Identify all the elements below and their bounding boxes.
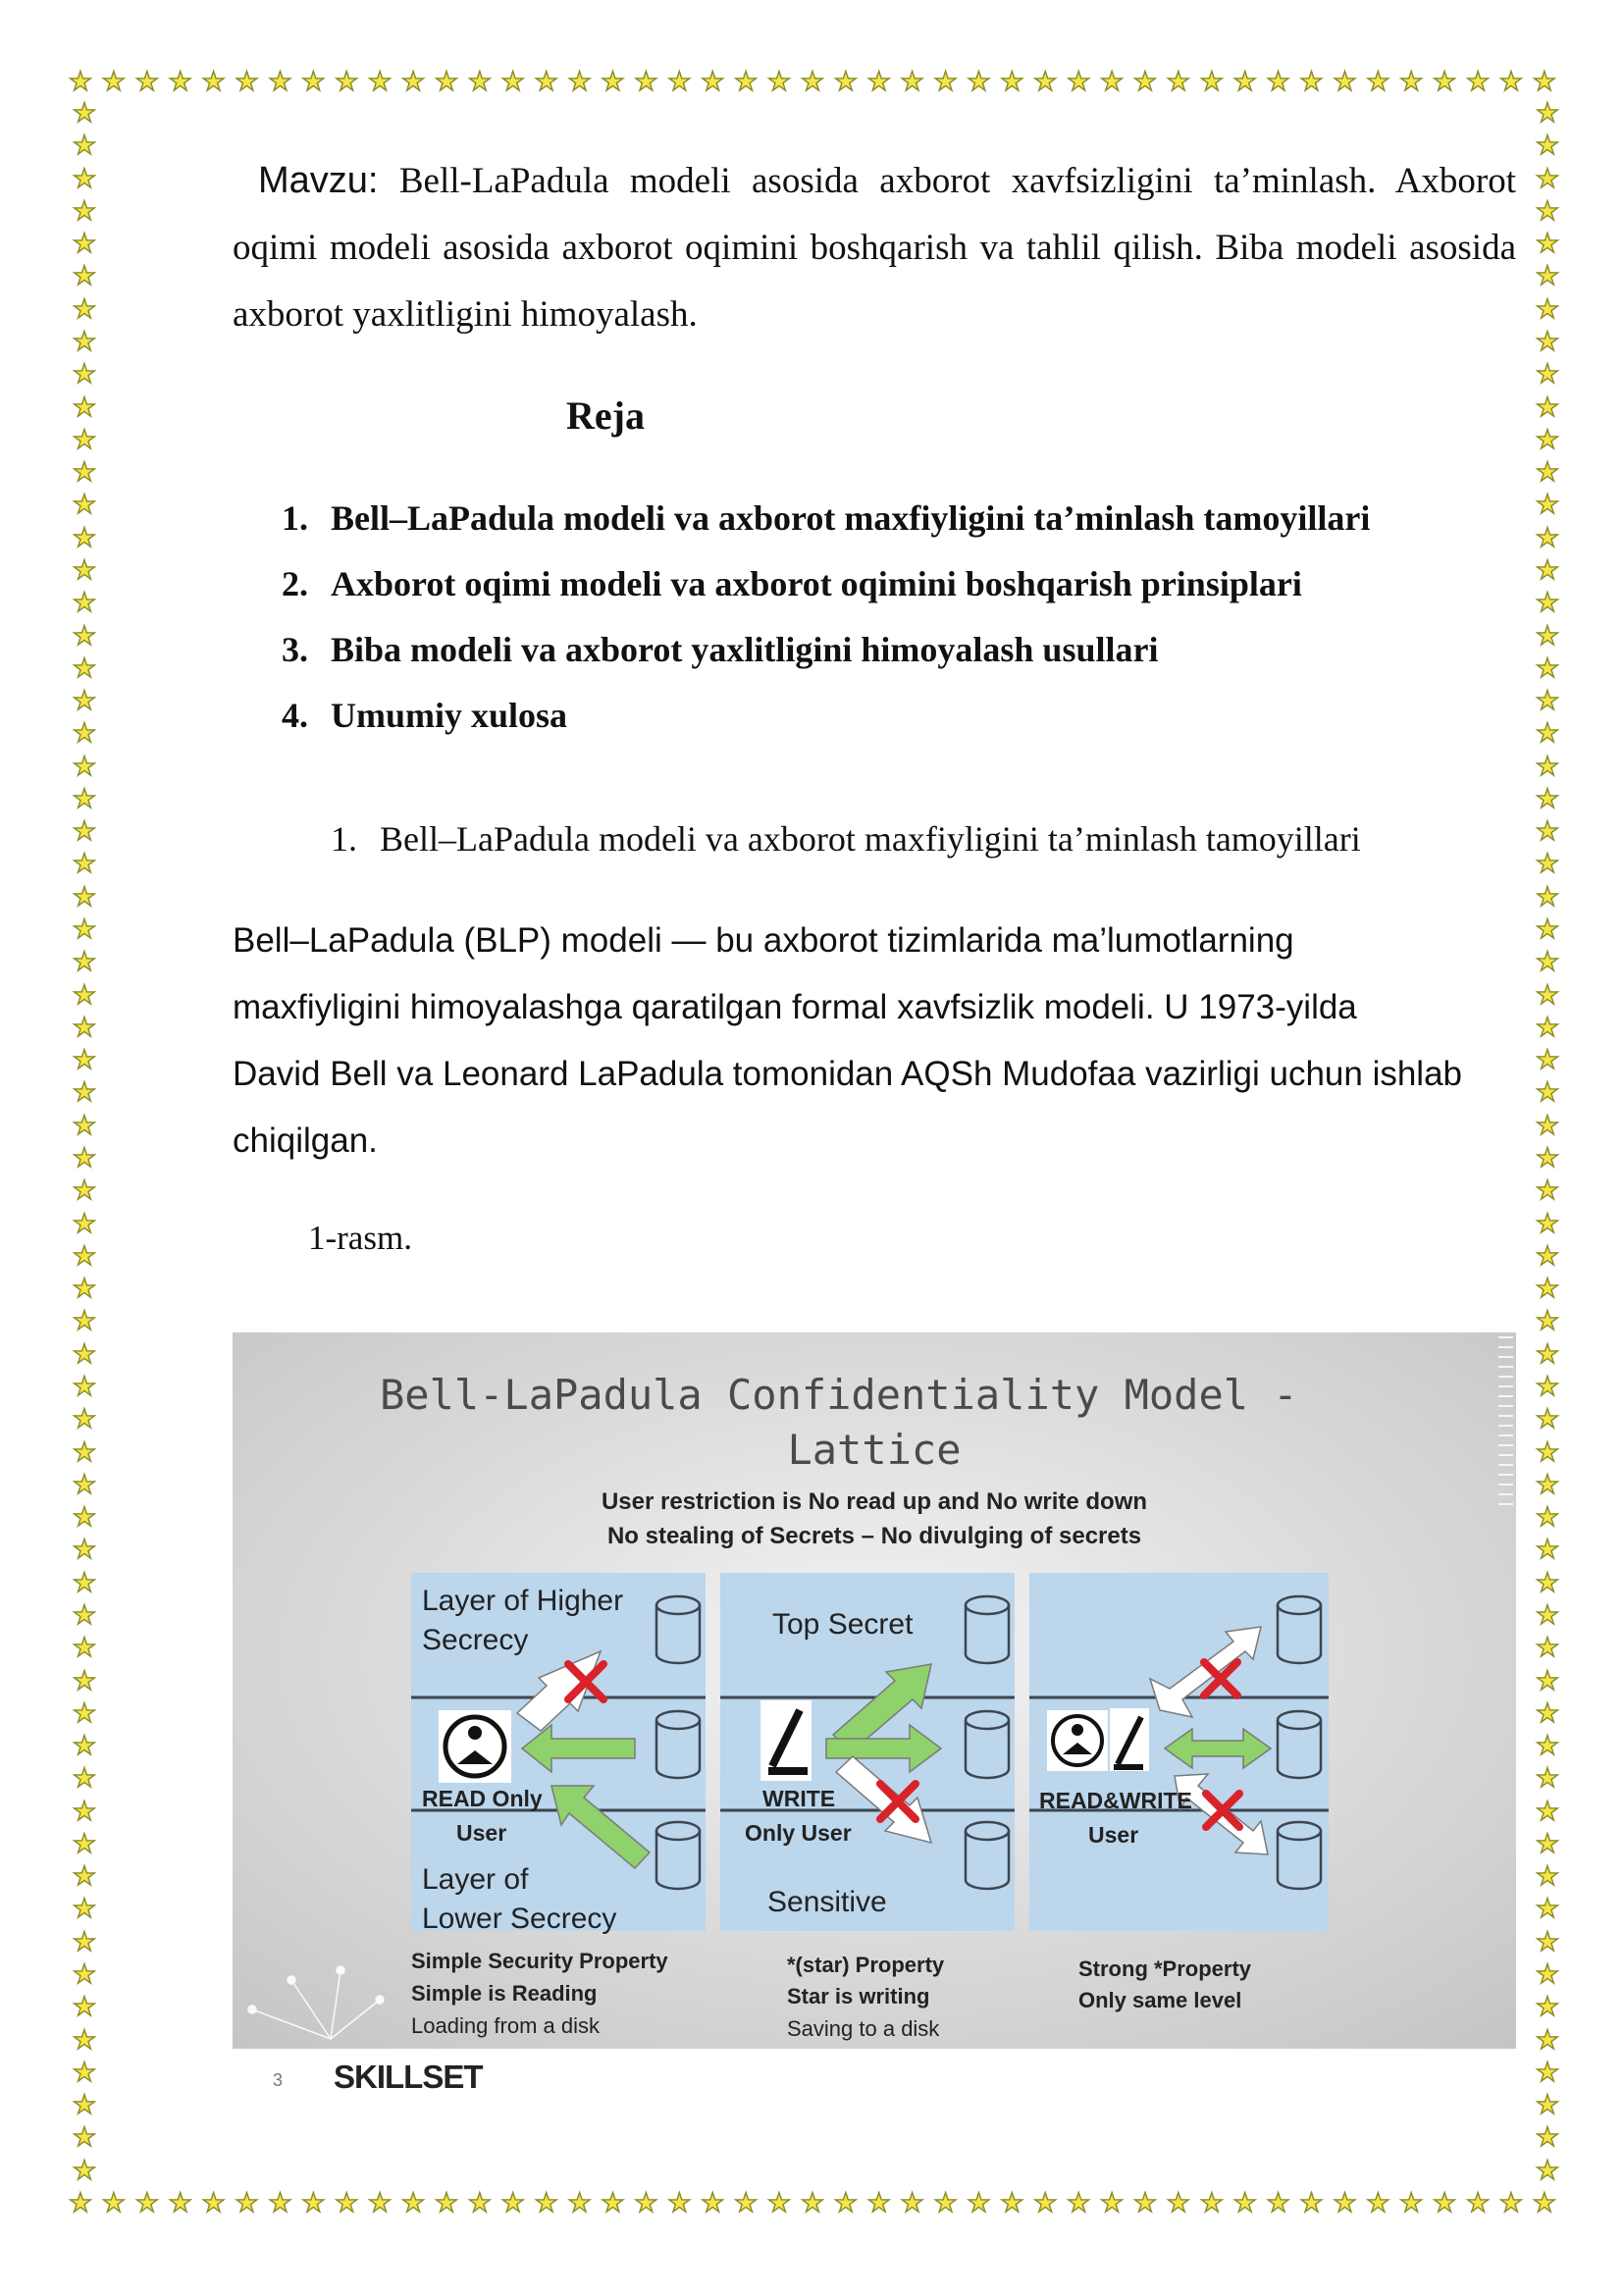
- star-icon: ★: [72, 1371, 97, 1402]
- star-icon: ★: [72, 1796, 97, 1827]
- star-icon: ★: [1535, 261, 1560, 292]
- star-icon: ★: [72, 1306, 97, 1337]
- star-icon: ★: [72, 1959, 97, 1991]
- star-icon: ★: [1535, 1599, 1560, 1631]
- star-icon: ★: [335, 2188, 359, 2218]
- star-icon: ★: [900, 67, 924, 97]
- star-icon: ★: [1535, 2024, 1560, 2056]
- star-icon: ★: [1535, 686, 1560, 717]
- star-icon: ★: [1535, 1763, 1560, 1795]
- star-icon: ★: [1535, 1045, 1560, 1076]
- plan-item: 2. Axborot oqimi modeli va axborot oqimini boshqarish prinsiplari: [282, 564, 1302, 603]
- plan-item: 4. Umumiy xulosa: [282, 696, 568, 735]
- panel2-user-label-2: Only User: [745, 1820, 852, 1846]
- panel2-user-label-1: WRITE: [762, 1786, 836, 1811]
- star-icon: ★: [72, 1240, 97, 1272]
- star-icon: ★: [1535, 783, 1560, 814]
- star-icon: ★: [1535, 1894, 1560, 1925]
- star-icon: ★: [967, 2188, 991, 2218]
- star-icon: ★: [72, 849, 97, 880]
- star-icon: ★: [1535, 881, 1560, 913]
- star-icon: ★: [72, 718, 97, 750]
- star-icon: ★: [567, 2188, 592, 2218]
- star-icon: ★: [400, 67, 426, 97]
- star-icon: ★: [1535, 326, 1560, 357]
- star-icon: ★: [1033, 2188, 1058, 2218]
- star-icon: ★: [72, 588, 97, 619]
- star-icon: ★: [1465, 2188, 1491, 2218]
- star-icon: ★: [1535, 1240, 1560, 1272]
- star-icon: ★: [72, 686, 97, 717]
- database-icon: [966, 1711, 1009, 1778]
- star-icon: ★: [1535, 1926, 1560, 1957]
- star-icon: ★: [634, 2188, 658, 2218]
- star-icon: ★: [1067, 2188, 1091, 2218]
- star-icon: ★: [1535, 718, 1560, 750]
- star-icon: ★: [434, 2188, 459, 2218]
- star-icon: ★: [1535, 1338, 1560, 1370]
- star-icon: ★: [1535, 1469, 1560, 1500]
- star-icon: ★: [72, 1045, 97, 1076]
- panel1-bottom-label-2: Lower Secrecy: [422, 1903, 617, 1935]
- star-icon: ★: [72, 195, 97, 227]
- panel3-note-1: Strong *Property: [1078, 1956, 1252, 1981]
- body-line: maxfiyligini himoyalashga qaratilgan formal xavfsizlik modeli. U 1973-yilda: [233, 988, 1357, 1026]
- star-icon: ★: [1535, 1371, 1560, 1402]
- star-icon: ★: [168, 67, 192, 97]
- database-icon: [1278, 1711, 1321, 1778]
- star-icon: ★: [1535, 2090, 1560, 2121]
- star-icon: ★: [1099, 2188, 1125, 2218]
- reader-icon: [439, 1710, 511, 1783]
- star-icon: ★: [72, 1828, 97, 1859]
- star-border-top: [67, 69, 1558, 96]
- star-icon: ★: [72, 2057, 97, 2088]
- database-icon: [966, 1596, 1009, 1663]
- star-icon: ★: [72, 1861, 97, 1893]
- star-icon: ★: [1366, 2188, 1390, 2218]
- plan-item: 3. Biba modeli va axborot yaxlitligini himoyalash usullari: [282, 630, 1159, 669]
- star-icon: ★: [1535, 751, 1560, 782]
- star-icon: ★: [72, 1633, 97, 1664]
- star-icon: ★: [1199, 67, 1224, 97]
- star-icon: ★: [1535, 554, 1560, 586]
- panel1-note-3: Loading from a disk: [411, 2013, 600, 2038]
- star-icon: ★: [1535, 522, 1560, 553]
- star-icon: ★: [500, 67, 525, 97]
- star-icon: ★: [201, 2188, 226, 2218]
- star-icon: ★: [72, 163, 97, 194]
- star-icon: ★: [1532, 2188, 1556, 2218]
- star-icon: ★: [72, 620, 97, 652]
- star-icon: ★: [72, 1208, 97, 1239]
- star-icon: ★: [1535, 620, 1560, 652]
- star-icon: ★: [1535, 391, 1560, 423]
- body-paragraph: [233, 908, 1508, 1174]
- star-icon: ★: [72, 1436, 97, 1468]
- pen-icon: [1110, 1708, 1149, 1771]
- star-icon: ★: [101, 67, 127, 97]
- star-icon: ★: [72, 914, 97, 946]
- star-icon: ★: [1399, 2188, 1424, 2218]
- star-icon: ★: [866, 67, 891, 97]
- star-icon: ★: [72, 979, 97, 1011]
- topic-label: Mavzu:: [258, 160, 379, 201]
- star-icon: ★: [368, 67, 393, 97]
- plan-title: Reja: [566, 393, 645, 438]
- star-icon: ★: [72, 1926, 97, 1957]
- star-icon: ★: [72, 1567, 97, 1598]
- star-icon: ★: [72, 1763, 97, 1795]
- star-icon: ★: [1535, 1567, 1560, 1598]
- star-icon: ★: [933, 67, 958, 97]
- star-icon: ★: [1535, 652, 1560, 684]
- star-icon: ★: [72, 554, 97, 586]
- panel2-note-2: Star is writing: [787, 1984, 930, 2008]
- star-icon: ★: [667, 2188, 692, 2218]
- star-icon: ★: [68, 2188, 93, 2218]
- star-icon: ★: [72, 1175, 97, 1207]
- star-icon: ★: [72, 1665, 97, 1696]
- star-icon: ★: [1535, 293, 1560, 325]
- star-icon: ★: [72, 947, 97, 978]
- star-icon: ★: [701, 2188, 725, 2218]
- star-border-bottom: [67, 2190, 1558, 2217]
- database-icon: [656, 1711, 700, 1778]
- star-icon: ★: [1099, 67, 1125, 97]
- figure-caption: 1-rasm.: [308, 1219, 412, 1257]
- pen-icon: [760, 1700, 812, 1781]
- star-icon: ★: [72, 1599, 97, 1631]
- star-icon: ★: [72, 1338, 97, 1370]
- figure-title-2: Lattice: [787, 1426, 962, 1474]
- star-icon: ★: [72, 881, 97, 913]
- star-icon: ★: [1532, 67, 1556, 97]
- star-icon: ★: [734, 67, 759, 97]
- star-icon: ★: [72, 1731, 97, 1762]
- star-icon: ★: [1033, 67, 1058, 97]
- panel1-note-1: Simple Security Property: [411, 1949, 668, 1973]
- star-icon: ★: [1433, 2188, 1457, 2218]
- star-icon: ★: [701, 67, 725, 97]
- star-icon: ★: [72, 229, 97, 260]
- star-icon: ★: [72, 261, 97, 292]
- star-icon: ★: [967, 67, 991, 97]
- panel1-top-label-1: Layer of Higher: [422, 1585, 624, 1617]
- star-icon: ★: [1535, 914, 1560, 946]
- star-icon: ★: [1535, 2057, 1560, 2088]
- figure-title-1: Bell-LaPadula Confidentiality Model -: [380, 1371, 1298, 1419]
- star-icon: ★: [1535, 359, 1560, 391]
- star-icon: ★: [766, 2188, 792, 2218]
- star-icon: ★: [72, 652, 97, 684]
- star-icon: ★: [833, 2188, 858, 2218]
- star-icon: ★: [101, 2188, 127, 2218]
- star-icon: ★: [72, 1502, 97, 1534]
- star-icon: ★: [72, 359, 97, 391]
- star-icon: ★: [833, 67, 858, 97]
- star-icon: ★: [933, 2188, 958, 2218]
- star-icon: ★: [72, 1012, 97, 1043]
- star-icon: ★: [268, 67, 292, 97]
- star-icon: ★: [1535, 1110, 1560, 1141]
- star-icon: ★: [1535, 1861, 1560, 1893]
- star-icon: ★: [72, 1077, 97, 1109]
- star-icon: ★: [72, 1110, 97, 1141]
- star-icon: ★: [1000, 67, 1024, 97]
- panel2-note-3: Saving to a disk: [787, 2016, 940, 2041]
- star-icon: ★: [500, 2188, 525, 2218]
- star-icon: ★: [1535, 424, 1560, 455]
- star-icon: ★: [1535, 979, 1560, 1011]
- database-icon: [1278, 1822, 1321, 1889]
- star-icon: ★: [72, 98, 97, 129]
- star-icon: ★: [1132, 2188, 1158, 2218]
- star-icon: ★: [1535, 849, 1560, 880]
- star-icon: ★: [1000, 2188, 1024, 2218]
- star-icon: ★: [1535, 195, 1560, 227]
- star-icon: ★: [667, 67, 692, 97]
- star-icon: ★: [1299, 67, 1324, 97]
- star-icon: ★: [72, 457, 97, 489]
- topic-paragraph: [233, 147, 1516, 348]
- star-icon: ★: [866, 2188, 891, 2218]
- panel3-user-label-1: READ&WRITE: [1039, 1788, 1192, 1813]
- star-icon: ★: [72, 1894, 97, 1925]
- star-icon: ★: [1535, 1992, 1560, 2023]
- star-icon: ★: [235, 67, 259, 97]
- star-border-right: [1534, 100, 1561, 2185]
- star-icon: ★: [1535, 98, 1560, 129]
- star-icon: ★: [72, 1404, 97, 1435]
- star-icon: ★: [1535, 163, 1560, 194]
- section-heading: 1. Bell–LaPadula modeli va axborot maxfiyligini ta’minlash tamoyillari: [331, 819, 1361, 859]
- star-icon: ★: [400, 2188, 426, 2218]
- star-icon: ★: [72, 2155, 97, 2186]
- star-icon: ★: [1535, 1208, 1560, 1239]
- star-icon: ★: [1366, 67, 1390, 97]
- database-icon: [656, 1596, 700, 1663]
- star-icon: ★: [1535, 1436, 1560, 1468]
- star-icon: ★: [900, 2188, 924, 2218]
- star-icon: ★: [1535, 1404, 1560, 1435]
- star-icon: ★: [634, 67, 658, 97]
- reader-icon: [1047, 1710, 1108, 1771]
- star-icon: ★: [1535, 1143, 1560, 1174]
- star-icon: ★: [1535, 947, 1560, 978]
- panel2-bottom-label: Sensitive: [767, 1886, 887, 1918]
- star-icon: ★: [1535, 130, 1560, 162]
- panel3-note-2: Only same level: [1078, 1988, 1242, 2012]
- database-icon: [656, 1822, 700, 1889]
- star-icon: ★: [134, 67, 159, 97]
- star-icon: ★: [268, 2188, 292, 2218]
- star-icon: ★: [1535, 1959, 1560, 1991]
- database-icon: [1278, 1596, 1321, 1663]
- star-icon: ★: [72, 816, 97, 848]
- star-icon: ★: [1535, 1306, 1560, 1337]
- panel2-top-label: Top Secret: [772, 1608, 914, 1641]
- star-icon: ★: [301, 67, 326, 97]
- topic-text: Bell-LaPadula modeli asosida axborot xavfsizligini ta’minlash. Axborot oqimi modeli asosida axborot oqimini boshqarish va tahlil qilish. Biba modeli asosida axborot yaxlitligini himoyalash.: [233, 161, 1517, 335]
- star-icon: ★: [72, 783, 97, 814]
- star-icon: ★: [1535, 1665, 1560, 1696]
- star-icon: ★: [601, 2188, 625, 2218]
- star-icon: ★: [201, 67, 226, 97]
- star-icon: ★: [1199, 2188, 1224, 2218]
- star-icon: ★: [1333, 67, 1357, 97]
- star-icon: ★: [734, 2188, 759, 2218]
- star-icon: ★: [1299, 2188, 1324, 2218]
- star-icon: ★: [1498, 67, 1524, 97]
- panel1-top-label-2: Secrecy: [422, 1624, 529, 1656]
- star-icon: ★: [766, 67, 792, 97]
- page-number: 3: [273, 2070, 284, 2090]
- star-icon: ★: [72, 293, 97, 325]
- star-icon: ★: [534, 2188, 558, 2218]
- star-icon: ★: [1535, 588, 1560, 619]
- star-icon: ★: [1399, 67, 1424, 97]
- star-icon: ★: [1535, 1077, 1560, 1109]
- star-icon: ★: [601, 67, 625, 97]
- star-icon: ★: [72, 391, 97, 423]
- star-icon: ★: [301, 2188, 326, 2218]
- star-icon: ★: [467, 67, 492, 97]
- star-icon: ★: [800, 2188, 825, 2218]
- star-icon: ★: [1535, 1012, 1560, 1043]
- star-icon: ★: [1535, 1828, 1560, 1859]
- panel2-note-1: *(star) Property: [787, 1953, 945, 1977]
- star-icon: ★: [1535, 1535, 1560, 1566]
- star-icon: ★: [1535, 1796, 1560, 1827]
- star-icon: ★: [72, 522, 97, 553]
- star-icon: ★: [1465, 67, 1491, 97]
- body-line: Bell–LaPadula (BLP) modeli — bu axborot tizimlarida ma’lumotlarning: [233, 921, 1294, 960]
- star-icon: ★: [72, 1535, 97, 1566]
- star-border-left: [71, 100, 98, 2185]
- star-icon: ★: [68, 67, 93, 97]
- star-icon: ★: [1535, 457, 1560, 489]
- star-icon: ★: [434, 67, 459, 97]
- star-icon: ★: [235, 2188, 259, 2218]
- star-icon: ★: [1266, 2188, 1290, 2218]
- star-icon: ★: [368, 2188, 393, 2218]
- panel1-user-label-2: User: [456, 1820, 507, 1846]
- star-icon: ★: [72, 326, 97, 357]
- star-icon: ★: [1132, 67, 1158, 97]
- star-icon: ★: [72, 1469, 97, 1500]
- star-icon: ★: [1232, 67, 1257, 97]
- star-icon: ★: [1535, 2155, 1560, 2186]
- star-icon: ★: [1266, 67, 1290, 97]
- star-icon: ★: [1166, 67, 1191, 97]
- body-line: chiqilgan.: [233, 1121, 378, 1160]
- star-icon: ★: [72, 1697, 97, 1729]
- panel3-user-label-2: User: [1088, 1822, 1139, 1848]
- star-icon: ★: [72, 2090, 97, 2121]
- star-icon: ★: [534, 67, 558, 97]
- star-icon: ★: [134, 2188, 159, 2218]
- star-icon: ★: [1498, 2188, 1524, 2218]
- panel1-bottom-label-1: Layer of: [422, 1863, 529, 1896]
- star-icon: ★: [1535, 229, 1560, 260]
- star-icon: ★: [1433, 67, 1457, 97]
- star-icon: ★: [72, 2024, 97, 2056]
- plan-item: 1. Bell–LaPadula modeli va axborot maxfiyligini ta’minlash tamoyillari: [282, 498, 1371, 538]
- panel1-note-2: Simple is Reading: [411, 1981, 598, 2006]
- star-icon: ★: [168, 2188, 192, 2218]
- star-icon: ★: [1535, 2122, 1560, 2154]
- star-icon: ★: [72, 751, 97, 782]
- panel1-user-label-1: READ Only: [422, 1786, 543, 1811]
- skillset-logo: SKILLSET: [334, 2059, 483, 2095]
- star-icon: ★: [1535, 1274, 1560, 1305]
- star-icon: ★: [1535, 816, 1560, 848]
- figure-subtitle-2: No stealing of Secrets – No divulging of secrets: [606, 1523, 1142, 1549]
- star-icon: ★: [1535, 1633, 1560, 1664]
- star-icon: ★: [1535, 1697, 1560, 1729]
- star-icon: ★: [567, 67, 592, 97]
- page-content: [233, 147, 1517, 2041]
- star-icon: ★: [72, 424, 97, 455]
- star-icon: ★: [1232, 2188, 1257, 2218]
- star-icon: ★: [1535, 1175, 1560, 1207]
- star-icon: ★: [800, 67, 825, 97]
- star-icon: ★: [467, 2188, 492, 2218]
- star-icon: ★: [72, 1274, 97, 1305]
- star-icon: ★: [72, 130, 97, 162]
- star-icon: ★: [1535, 1731, 1560, 1762]
- star-icon: ★: [1535, 1502, 1560, 1534]
- star-icon: ★: [1166, 2188, 1191, 2218]
- star-icon: ★: [1067, 67, 1091, 97]
- star-icon: ★: [72, 1143, 97, 1174]
- plan-list: [282, 486, 1370, 749]
- star-icon: ★: [1333, 2188, 1357, 2218]
- star-icon: ★: [1535, 490, 1560, 521]
- star-icon: ★: [72, 1992, 97, 2023]
- blp-lattice-figure: [233, 1332, 1516, 2049]
- star-icon: ★: [72, 490, 97, 521]
- database-icon: [966, 1822, 1009, 1889]
- figure-subtitle-1: User restriction is No read up and No write down: [601, 1488, 1148, 1515]
- star-icon: ★: [72, 2122, 97, 2154]
- star-icon: ★: [335, 67, 359, 97]
- body-line: David Bell va Leonard LaPadula tomonidan AQSh Mudofaa vazirligi uchun ishlab: [233, 1055, 1463, 1093]
